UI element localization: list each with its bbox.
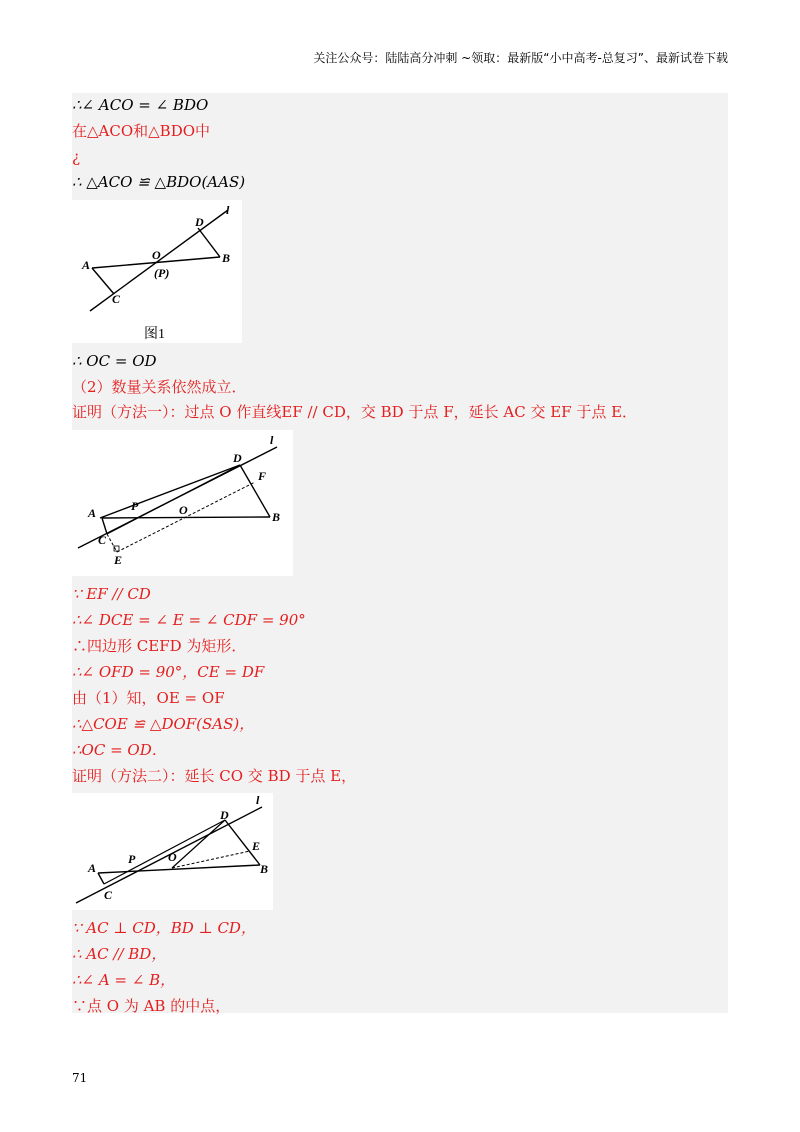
fig3-label-C: C: [104, 888, 113, 902]
text-line: ∴四边形 CEFD 为矩形．: [72, 637, 247, 655]
fig1-label-A: A: [82, 258, 91, 272]
fig1-label-l: l: [226, 203, 230, 217]
text-line: 在△ACO和△BDO中: [72, 122, 211, 140]
fig1-caption: 图1: [144, 327, 165, 342]
text-line: 由（1）知，OE = OF: [72, 689, 225, 707]
fig1-label-D: D: [195, 215, 204, 229]
content-area: [72, 93, 728, 1013]
text-line: ∴∠ DCE = ∠ E = ∠ CDF = 90°: [72, 611, 306, 629]
figure-3: [72, 793, 273, 910]
text-line: ∴ OC = OD: [72, 352, 157, 370]
text-line: ∴ AC // BD，: [72, 945, 167, 963]
text-line: ∴∠ OFD = 90°，CE = DF: [72, 663, 265, 681]
fig2-label-F: F: [258, 469, 267, 483]
text-line: ∴△COE ≌ △DOF(SAS)，: [72, 715, 255, 733]
text-line: ∴∠ ACO = ∠ BDO: [72, 96, 209, 114]
fig2-label-O: O: [179, 503, 188, 517]
text-line: ∵ EF // CD: [72, 585, 151, 603]
fig3-label-l: l: [256, 793, 260, 807]
fig2-label-A: A: [88, 506, 97, 520]
fig2-label-l: l: [270, 433, 274, 447]
fig3-label-B: B: [260, 862, 269, 876]
text-line: 证明（方法二）：延长 CO 交 BD 于点 E，: [72, 767, 357, 785]
text-line: ∴ △ACO ≌ △BDO(AAS): [72, 173, 246, 191]
text-line: 证明（方法一）：过点 O 作直线EF // CD，交 BD 于点 F，延长 AC 交 EF 于点 E．: [72, 403, 638, 421]
text-line: ¿: [72, 148, 81, 166]
fig2-label-E: E: [114, 553, 123, 567]
fig3-label-E: E: [252, 839, 261, 853]
text-line: ∴∠ A = ∠ B，: [72, 971, 176, 989]
figure-1: [72, 200, 242, 343]
text-line: ∵点 O 为 AB 的中点，: [72, 997, 231, 1015]
text-line: ∴OC = OD．: [72, 741, 167, 759]
fig3-label-P: P: [128, 852, 136, 866]
fig1-label-O: O: [152, 248, 161, 262]
text-line: ∵ AC ⊥ CD，BD ⊥ CD，: [72, 919, 256, 937]
fig2-label-P: P: [131, 499, 139, 513]
fig1-label-P: (P): [154, 266, 170, 280]
figure-2: [72, 430, 293, 576]
fig3-label-A: A: [88, 861, 97, 875]
fig2-label-C: C: [98, 533, 107, 547]
fig3-label-O: O: [168, 850, 177, 864]
fig1-label-B: B: [222, 251, 231, 265]
fig3-label-D: D: [220, 808, 229, 822]
fig2-label-D: D: [233, 451, 242, 465]
page-number: 71: [72, 1071, 88, 1085]
fig2-label-B: B: [272, 510, 281, 524]
fig1-label-C: C: [112, 292, 121, 306]
text-line: （2）数量关系依然成立．: [72, 378, 247, 396]
page-header: 关注公众号：陆陆高分冲刺 ~领取：最新版“小中高考-总复习”、最新试卷下载: [313, 51, 728, 65]
